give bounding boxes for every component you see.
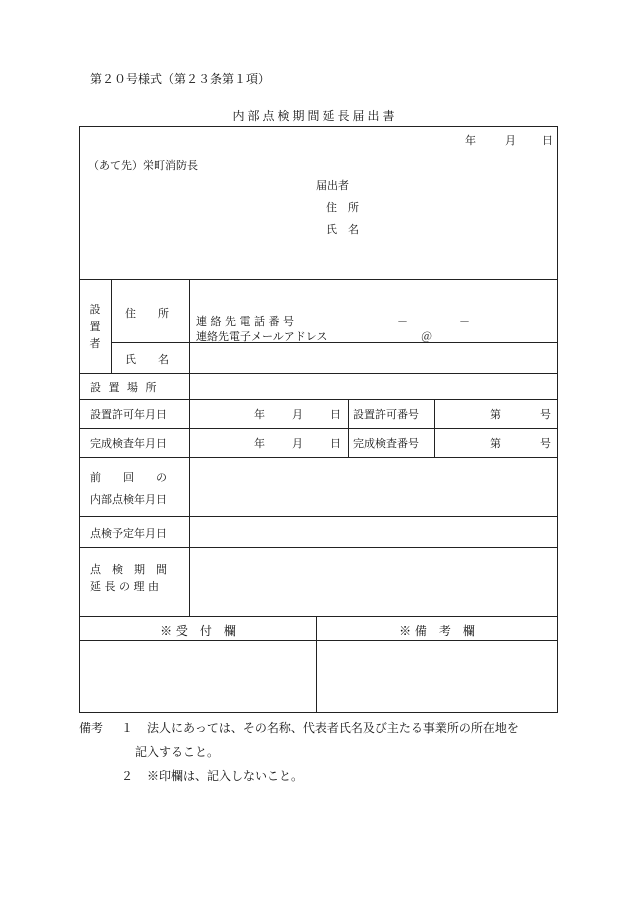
previous-inspection-line2: 内部点検年月日 [90,493,167,506]
phone-dash-2: － [459,315,470,328]
divider-scheduled-top [80,516,557,517]
note-text-2: ※印欄は、記入しないこと。 [147,769,304,783]
installer-address-label: 住 所 [125,307,169,320]
phone-dash-1: － [397,315,408,328]
reception-label: ※ 受 付 欄 [160,624,236,638]
divider-top-section [80,279,557,280]
applicant-name-label: 氏 名 [326,223,359,236]
inspection-day: 日 [330,437,341,450]
permit-day: 日 [330,408,341,421]
form-title: 内部点検期間延長届出書 [232,109,398,123]
divider-location-top [80,373,557,374]
applicant-label: 届出者 [316,179,349,192]
permit-date-label: 設置許可年月日 [90,408,167,421]
divider-installer-inner [111,342,557,343]
divider-permit-top [80,399,557,400]
notes-heading: 備考 [79,721,104,735]
note-number-2: ２ [121,769,134,783]
phone-label: 連 絡 先 電 話 番 号 [196,315,294,328]
reason-line1: 点 検 期 間 [90,563,167,576]
inspection-year: 年 [254,437,265,450]
note-text-1: 法人にあっては、その名称、代表者氏名及び主たる事業所の所在地を [147,721,519,735]
reason-line2: 延 長 の 理 由 [90,580,159,593]
permit-number-prefix: 第 [490,408,501,421]
inspection-month: 月 [292,437,303,450]
email-at-sign: ＠ [421,330,432,343]
inspection-number-label: 完成検査番号 [353,437,419,450]
vline-installer-label [111,279,112,373]
installer-name-label: 氏 名 [125,353,169,366]
installer-label: 設 置 者 [89,303,101,350]
divider-reason-top [80,547,557,548]
email-label: 連絡先電子メールアドレス [196,330,328,343]
divider-inspection-top [80,428,557,429]
date-month-label: 月 [505,134,516,147]
note-number-1: １ [121,721,134,735]
permit-month: 月 [292,408,303,421]
vline-permit-number [434,399,435,457]
divider-bottom-header-bottom [80,640,557,641]
vline-label-column [189,279,190,616]
form-number: 第２０号様式（第２３条第１項） [90,72,271,86]
divider-previous-top [80,457,557,458]
note-text-1-continued: 記入すること。 [135,745,220,759]
scheduled-date-label: 点検予定年月日 [90,527,167,540]
inspection-number-suffix: 号 [540,437,551,450]
permit-year: 年 [254,408,265,421]
date-year-label: 年 [465,134,476,147]
addressee: （あて先）栄町消防長 [88,159,198,172]
permit-number-label: 設置許可番号 [353,408,419,421]
vline-permit-mid [348,399,349,457]
location-label: 設 置 場 所 [90,381,159,394]
inspection-date-label: 完成検査年月日 [90,437,167,450]
remarks-label: ※ 備 考 欄 [399,624,475,638]
inspection-number-prefix: 第 [490,437,501,450]
permit-number-suffix: 号 [540,408,551,421]
form-table [79,126,558,713]
divider-bottom-header-top [80,616,557,617]
previous-inspection-line1: 前 回 の [90,471,167,484]
date-day-label: 日 [542,134,553,147]
applicant-address-label: 住 所 [326,201,359,214]
